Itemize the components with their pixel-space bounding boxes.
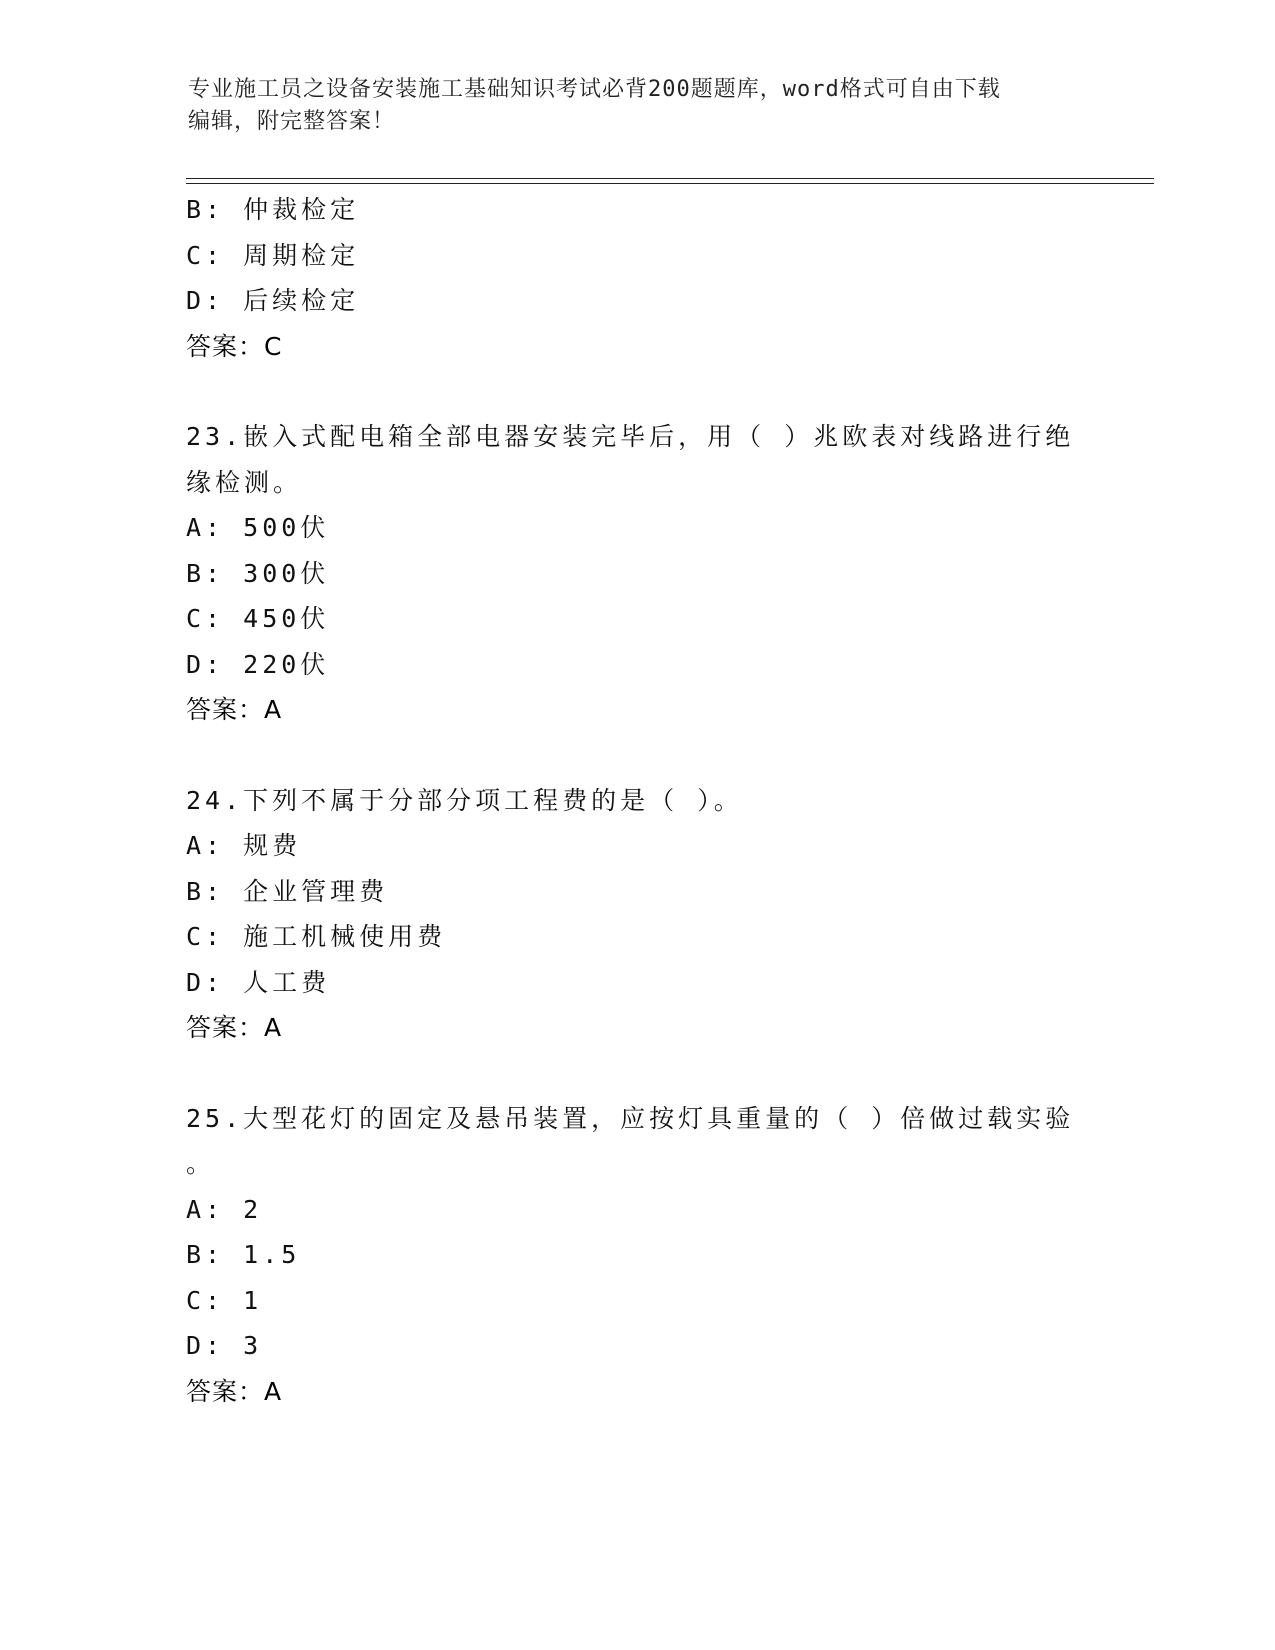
question-25: [186, 1096, 1075, 1415]
option-b: B: 1.5: [186, 1240, 301, 1269]
question-spacer: [186, 1051, 1066, 1096]
option-b: B: 企业管理费: [186, 876, 389, 906]
question-24: [186, 778, 1066, 1051]
answer-line: 答案：A: [186, 695, 283, 724]
question-list: [186, 187, 1075, 1414]
option-d: D: 人工费: [186, 967, 331, 997]
option-a: A: 规费: [186, 831, 302, 860]
question-23: [186, 414, 1075, 733]
question-spacer: [186, 369, 1066, 414]
question-stem-continued: 缘检测。: [186, 467, 303, 497]
document-header: [188, 74, 1068, 138]
option-d: D: 220伏: [186, 649, 330, 679]
option-c: C: 周期检定: [186, 240, 360, 270]
answer-line: 答案：A: [186, 1013, 283, 1042]
question-stem: 25.大型花灯的固定及悬吊装置，应按灯具重量的（ ）倍做过载实验: [186, 1103, 1075, 1133]
question-stem: 24.下列不属于分部分项工程费的是（ ）。: [186, 785, 743, 815]
option-b: B: 仲裁检定: [186, 195, 360, 224]
option-d: D: 后续检定: [186, 286, 360, 315]
option-c: C: 450伏: [186, 604, 330, 633]
header-title-line2: 编辑，附完整答案！: [188, 109, 396, 134]
option-a: A: 500伏: [186, 513, 330, 542]
header-divider-bottom: [186, 183, 1154, 184]
header-title-line1: 专业施工员之设备安装施工基础知识考试必背200题题库，word格式可自由下载: [188, 77, 1001, 102]
answer-line: 答案：C: [186, 331, 283, 361]
option-a: A: 2: [186, 1194, 263, 1224]
question-stem-continued: 。: [186, 1149, 216, 1178]
header-divider-top: [186, 178, 1154, 179]
question-22-tail: [186, 187, 1066, 369]
option-d: D: 3: [186, 1331, 263, 1360]
question-stem: 23.嵌入式配电箱全部电器安装完毕后，用（ ）兆欧表对线路进行绝: [186, 422, 1075, 451]
option-c: C: 1: [186, 1285, 263, 1315]
option-b: B: 300伏: [186, 558, 330, 588]
answer-line: 答案：A: [186, 1376, 283, 1406]
question-spacer: [186, 733, 1066, 778]
option-c: C: 施工机械使用费: [186, 922, 447, 951]
